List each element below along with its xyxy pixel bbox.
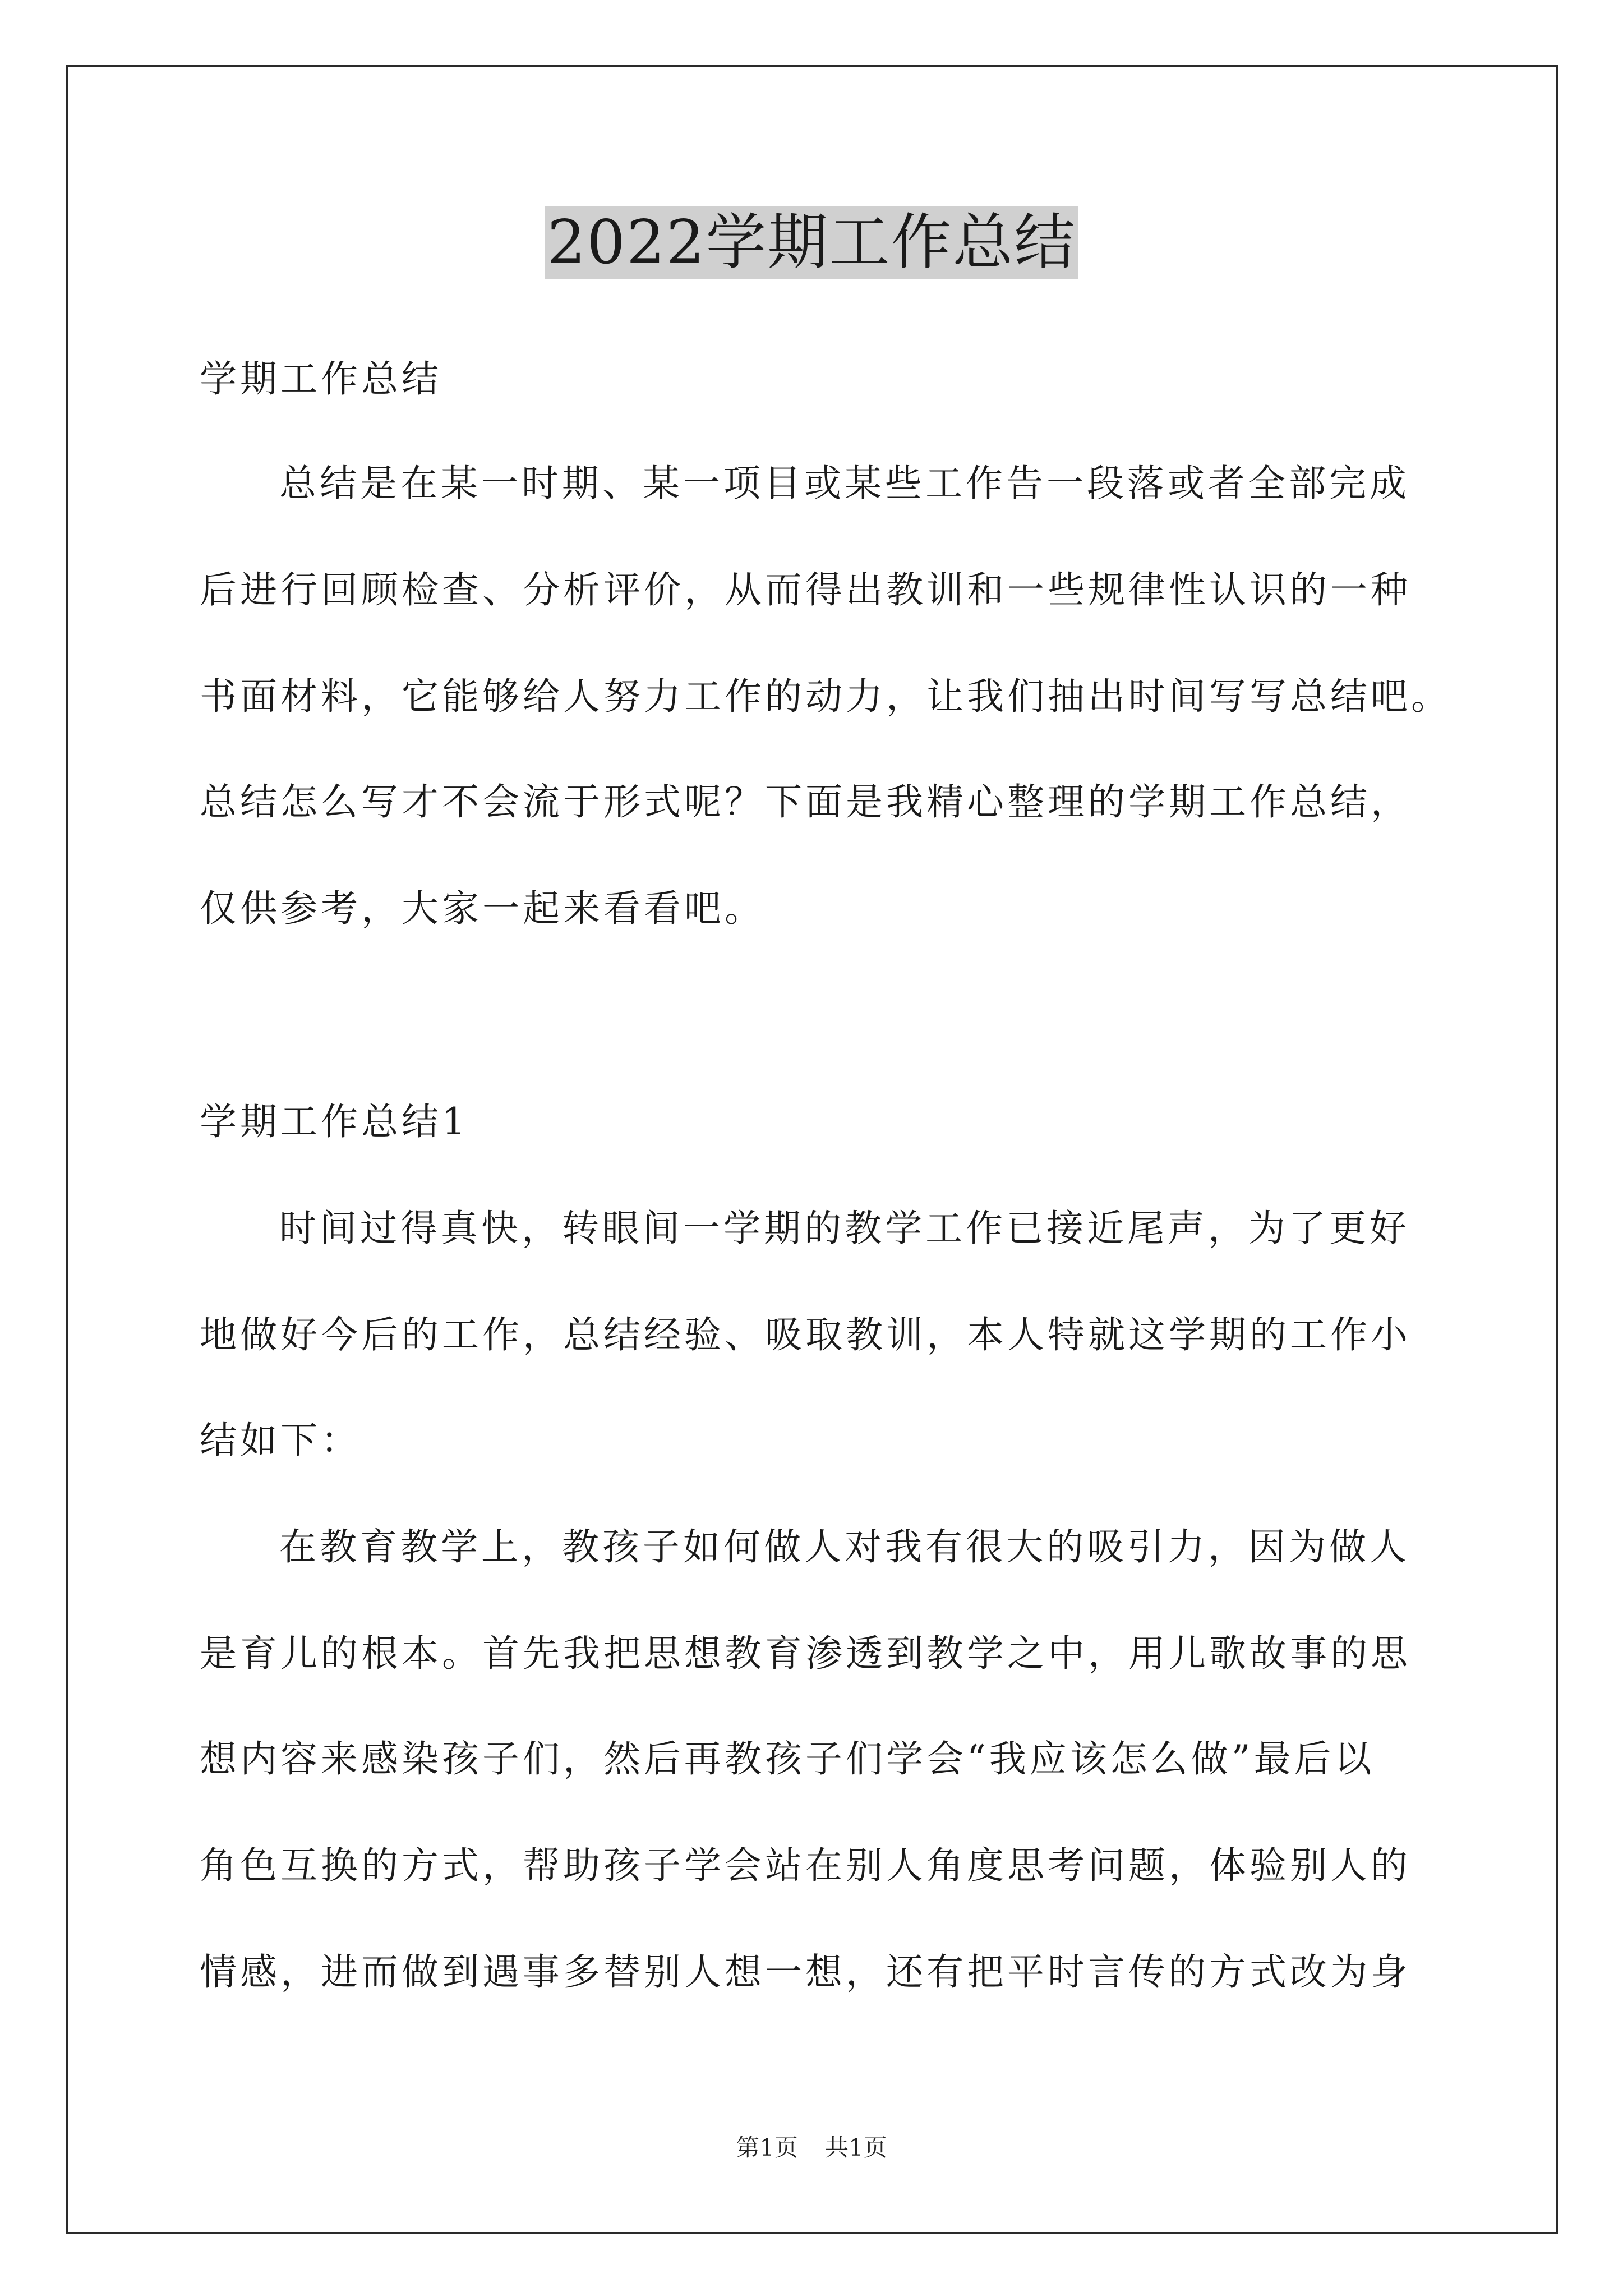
document-title: 2022学期工作总结	[545, 206, 1078, 279]
section-heading: 学期工作总结	[200, 357, 442, 401]
title-container	[0, 206, 1623, 279]
paragraph-line: 仅供参考，大家一起来看看吧。	[200, 887, 765, 930]
paragraph-line: 结如下：	[200, 1419, 361, 1462]
page-number: 第1页	[736, 2134, 798, 2161]
section-heading: 学期工作总结1	[200, 1100, 469, 1143]
page-count: 共1页	[825, 2134, 887, 2161]
page-footer	[0, 2134, 1623, 2162]
paragraph-line: 时间过得真快，转眼间一学期的教学工作已接近尾声，为了更好	[279, 1207, 1410, 1250]
paragraph-line: 书面材料，它能够给人努力工作的动力，让我们抽出时间写写总结吧。	[200, 675, 1451, 718]
paragraph-line: 角色互换的方式，帮助孩子学会站在别人角度思考问题，体验别人的	[200, 1844, 1411, 1887]
paragraph-line: 想内容来感染孩子们，然后再教孩子们学会“我应该怎么做”最后以	[200, 1737, 1375, 1780]
paragraph-line: 在教育教学上，教孩子如何做人对我有很大的吸引力，因为做人	[279, 1525, 1410, 1568]
paragraph-line: 总结怎么写才不会流于形式呢？下面是我精心整理的学期工作总结，	[200, 780, 1411, 823]
paragraph-line: 总结是在某一时期、某一项目或某些工作告一段落或者全部完成	[279, 462, 1410, 505]
paragraph-line: 是育儿的根本。首先我把思想教育渗透到教学之中，用儿歌故事的思	[200, 1632, 1411, 1675]
paragraph-line: 地做好今后的工作，总结经验、吸取教训，本人特就这学期的工作小	[200, 1313, 1411, 1356]
paragraph-line: 后进行回顾检查、分析评价，从而得出教训和一些规律性认识的一种	[200, 568, 1411, 611]
paragraph-line: 情感，进而做到遇事多替别人想一想，还有把平时言传的方式改为身	[200, 1950, 1411, 1994]
